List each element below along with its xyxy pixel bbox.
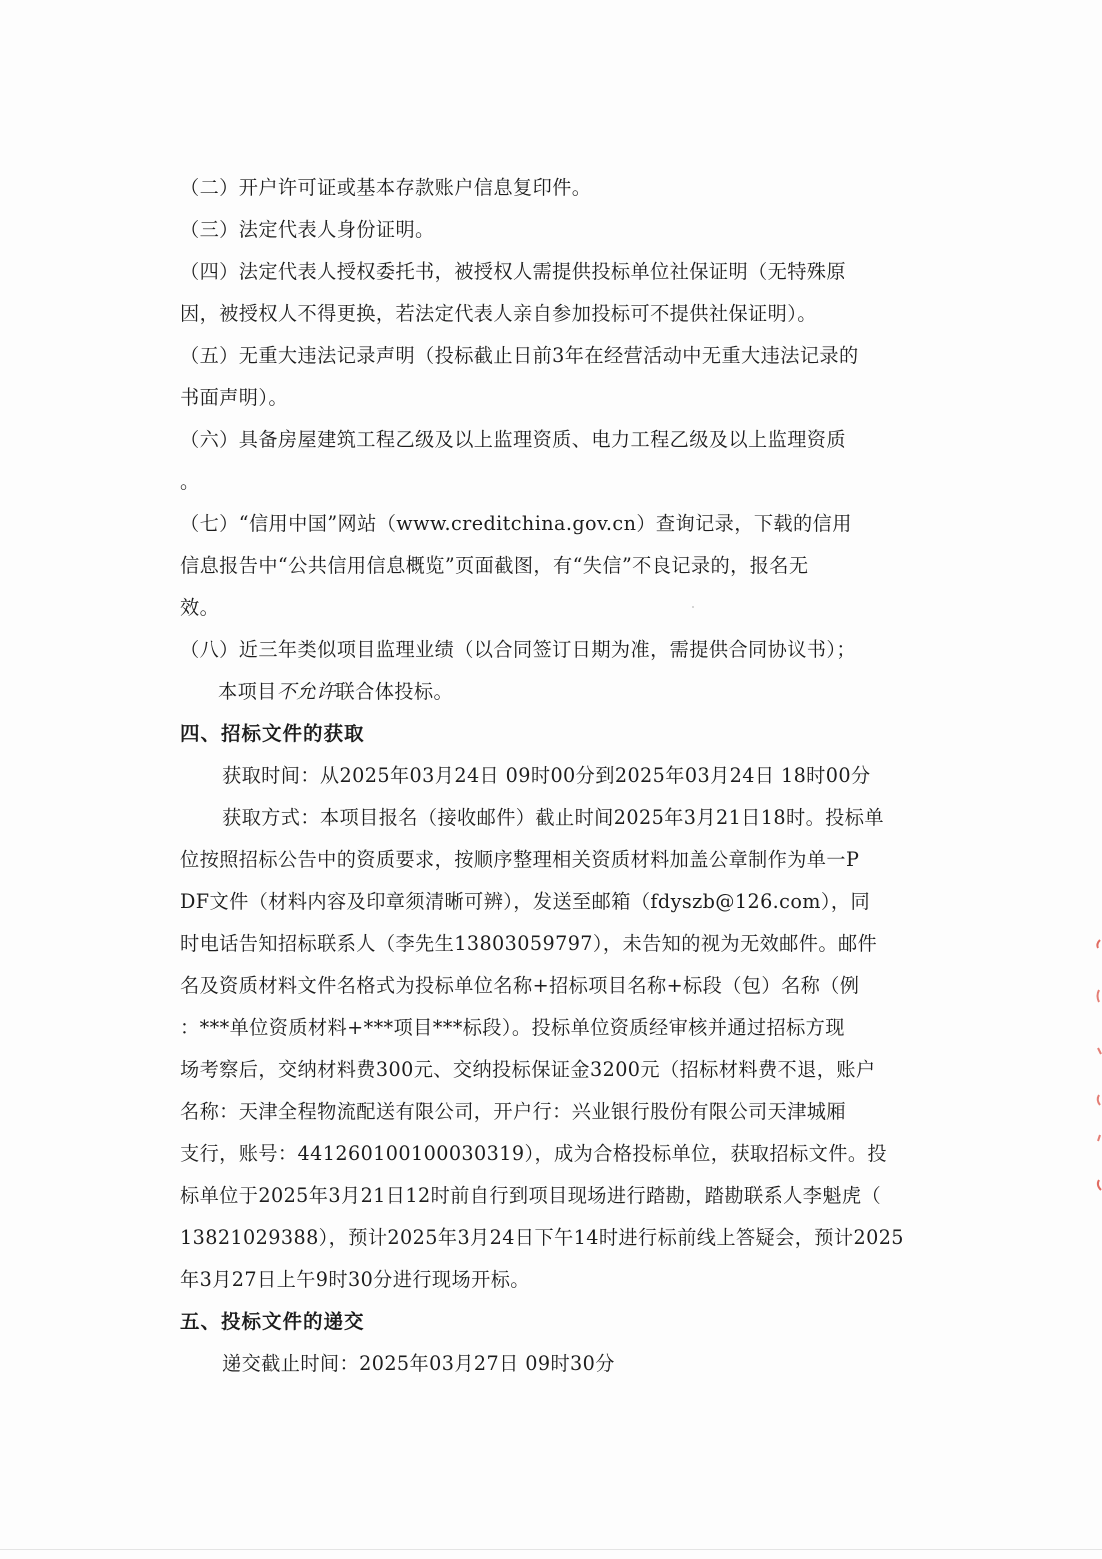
acquisition-method-line-11: 13821029388），预计2025年3月24日下午14时进行标前线上答疑会，预计2025: [180, 1226, 904, 1249]
consortium-prefix: 本项目: [218, 680, 277, 703]
section-4-heading: 四、招标文件的获取: [180, 722, 365, 745]
requirement-line-2: （二）开户许可证或基本存款账户信息复印件。: [180, 176, 592, 199]
consortium-emphasis: 不允许: [276, 680, 336, 703]
requirement-line-4b: 因，被授权人不得更换，若法定代表人亲自参加投标可不提供社保证明）。: [180, 302, 817, 325]
acquisition-method-line-1: 获取方式：本项目报名（接收邮件）截止时间2025年3月21日18时。投标单: [222, 806, 884, 829]
acquisition-method-line-6: ：***单位资质材料+***项目***标段）。投标单位资质经审核并通过招标方现: [180, 1016, 845, 1039]
requirement-line-7a: （七）“信用中国”网站（www.creditchina.gov.cn）查询记录，下载的信用: [180, 512, 852, 535]
page-edge: [0, 1549, 1102, 1550]
acquisition-method-line-9: 支行，账号：441260100100030319），成为合格投标单位，获取招标文件。投: [180, 1142, 888, 1165]
acquisition-method-line-3: DF文件（材料内容及印章须清晰可辨），发送至邮箱（fdyszb@126.com），同: [180, 890, 871, 913]
requirement-line-5b: 书面声明）。: [180, 386, 288, 409]
requirement-line-6b: 。: [180, 470, 200, 493]
acquisition-method-line-12: 年3月27日上午9时30分进行现场开标。: [180, 1268, 530, 1291]
consortium-suffix: 联合体投标。: [335, 680, 454, 703]
acquisition-time: 获取时间：从2025年03月24日 09时00分到2025年03月24日 18时00分: [222, 764, 871, 787]
document-body: [180, 167, 920, 1385]
acquisition-method-line-5: 名及资质材料文件名格式为投标单位名称+招标项目名称+标段（包）名称（例: [180, 974, 860, 997]
section-5-heading: 五、投标文件的递交: [180, 1310, 365, 1333]
requirement-line-3: （三）法定代表人身份证明。: [180, 218, 435, 241]
requirement-line-7b: 信息报告中“公共信用信息概览”页面截图，有“失信”不良记录的，报名无: [180, 554, 809, 577]
requirement-line-5a: （五）无重大违法记录声明（投标截止日前3年在经营活动中无重大违法记录的: [180, 344, 859, 367]
acquisition-method-line-8: 名称：天津全程物流配送有限公司，开户行：兴业银行股份有限公司天津城厢: [180, 1100, 846, 1123]
submission-deadline: 递交截止时间：2025年03月27日 09时30分: [222, 1352, 615, 1375]
requirement-line-4a: （四）法定代表人授权委托书，被授权人需提供投标单位社保证明（无特殊原: [180, 260, 846, 283]
scan-speck: [692, 606, 694, 608]
acquisition-method-line-10: 标单位于2025年3月21日12时前自行到项目现场进行踏勘，踏勘联系人李魁虎（: [180, 1184, 882, 1207]
seal-fragment-icon: [1090, 930, 1102, 1200]
acquisition-method-line-2: 位按照招标公告中的资质要求，按顺序整理相关资质材料加盖公章制作为单一P: [180, 848, 860, 871]
acquisition-method-line-7: 场考察后，交纳材料费300元、交纳投标保证金3200元（招标材料费不退，账户: [180, 1058, 876, 1081]
acquisition-method-line-4: 时电话告知招标联系人（李先生13803059797），未告知的视为无效邮件。邮件: [180, 932, 878, 955]
consortium-note: [180, 671, 920, 713]
requirement-line-7c: 效。: [180, 596, 220, 619]
requirement-line-8: （八）近三年类似项目监理业绩（以合同签订日期为准，需提供合同协议书）；: [180, 638, 856, 661]
requirement-line-6a: （六）具备房屋建筑工程乙级及以上监理资质、电力工程乙级及以上监理资质: [180, 428, 846, 451]
